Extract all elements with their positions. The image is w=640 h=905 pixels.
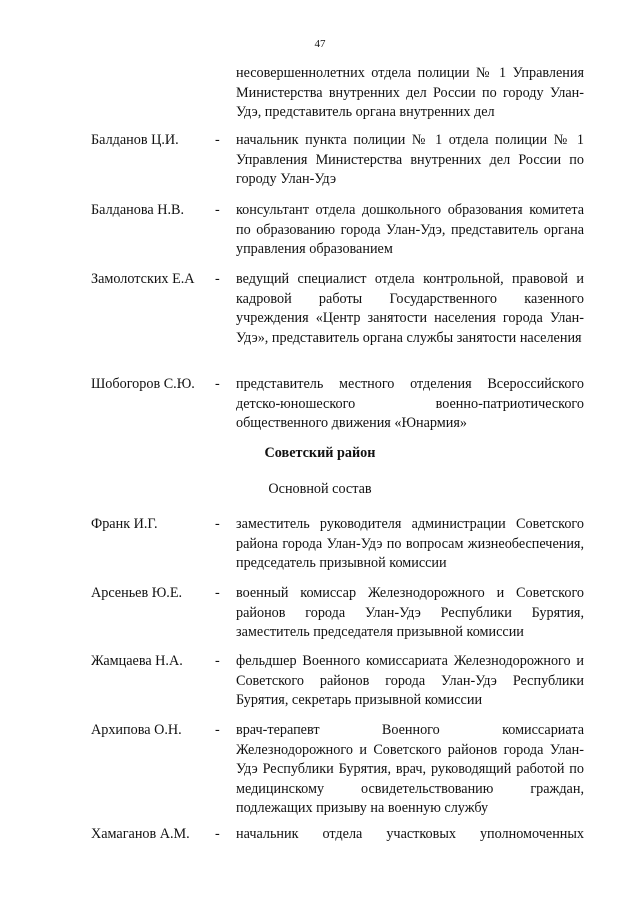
intro-text: несовершеннолетних отдела полиции № 1 Управления Министерства внутренних дел России по городу Улан-Удэ, представитель органа внутренних дел bbox=[236, 65, 584, 120]
section-title: Советский район bbox=[264, 445, 376, 461]
member-dash: - bbox=[215, 516, 220, 532]
member-dash: - bbox=[215, 585, 220, 601]
member-description: начальник отдела участковых уполномоченных bbox=[236, 826, 584, 842]
member-name: Жамцаева Н.А. bbox=[91, 653, 183, 669]
member-description: консультант отдела дошкольного образования комитета по образованию города Улан-Удэ, представитель органа управления образованием bbox=[236, 202, 584, 257]
member-description: начальник пункта полиции № 1 отдела полиции № 1 Управления Министерства внутренних дел России по городу Улан-Удэ bbox=[236, 132, 584, 187]
page-number: 47 bbox=[314, 38, 326, 50]
member-description: заместитель руководителя администрации Советского района города Улан-Удэ по вопросам жизнеобеспечения, председатель призывной комиссии bbox=[236, 516, 584, 571]
member-name: Балданова Н.В. bbox=[91, 202, 185, 218]
member-dash: - bbox=[215, 271, 220, 287]
member-dash: - bbox=[215, 653, 220, 669]
member-name: Хамаганов А.М. bbox=[91, 826, 190, 842]
member-dash: - bbox=[215, 722, 220, 738]
member-dash: - bbox=[215, 202, 220, 218]
member-dash: - bbox=[215, 132, 220, 148]
member-name: Шобогоров С.Ю. bbox=[91, 376, 195, 392]
member-name: Франк И.Г. bbox=[91, 516, 158, 532]
section-subtitle: Основной состав bbox=[268, 481, 372, 497]
member-description: ведущий специалист отдела контрольной, правовой и кадровой работы Государственного казенного учреждения «Центр занятости населения города Улан-Удэ», представитель органа службы занятости населения bbox=[236, 271, 584, 346]
member-dash: - bbox=[215, 376, 220, 392]
member-name: Балданов Ц.И. bbox=[91, 132, 179, 148]
member-description: врач-терапевт Военного комиссариата Железнодорожного и Советского районов города Улан-Удэ Республики Бурятия, врач, руководящий работой по медицинскому освидетельствованию граждан, подлежащих призыву на военную службу bbox=[236, 722, 584, 816]
member-name: Замолотских Е.А bbox=[91, 271, 195, 287]
member-description: фельдшер Военного комиссариата Железнодорожного и Советского районов города Улан-Удэ Республики Бурятия, секретарь призывной комиссии bbox=[236, 653, 584, 708]
member-dash: - bbox=[215, 826, 220, 842]
member-name: Архипова О.Н. bbox=[91, 722, 182, 738]
member-description: представитель местного отделения Всероссийского детско-юношеского военно-патриотического общественного движения «Юнармия» bbox=[236, 376, 584, 431]
member-name: Арсеньев Ю.Е. bbox=[91, 585, 183, 601]
member-description: военный комиссар Железнодорожного и Советского районов города Улан-Удэ Республики Бурятия, заместитель председателя призывной комиссии bbox=[236, 585, 584, 640]
